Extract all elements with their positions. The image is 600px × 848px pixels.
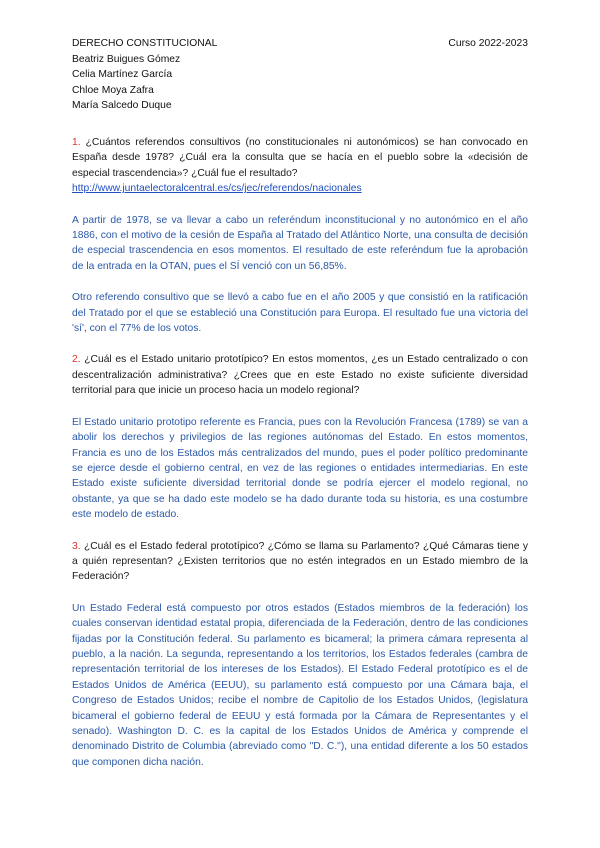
author-name: María Salcedo Duque: [72, 100, 172, 112]
document-body: [72, 135, 528, 786]
question-2: [72, 352, 528, 398]
author-name: Beatriz Buigues Gómez: [72, 53, 181, 65]
question-text: ¿Cuántos referendos consultivos (no constitucionales ni autonómicos) se han convocado en España desde 1978? ¿Cuál era la consulta que se hacía en el pueblo sobre la «decisión de especial trascendencia»? ¿Cuál fue el resultado?: [72, 137, 528, 179]
question-3: [72, 539, 528, 585]
answer-paragraph: Un Estado Federal está compuesto por otros estados (Estados miembros de la federación) los cuales conservan identidad estatal propia, diferenciada de la Federación, dentro de las condiciones fijadas por la Constitución federal. Su parlamento es bicameral; la primera cámara representa al pueblo, a la nación. La segunda, representando a los territorios, los Estados federales (cambra de representación territorial de los intereses de los Estados). El Estado Federal prototípico es el de Estados Unidos de América (EEUU), su parlamento está compuesto por una Cámara baja, el Congreso de Estados Unidos; recibe el nombre de Capitolio de los Estados Unidos, (legislatura bicameral el gobierno federal de EEUU y está formada por la Cámara de Representantes y el senado). Washington D. C. es la capital de los Estados Unidos de América y comprende el denominado Distrito de Columbia (abreviado como "D. C."), una entidad diferente a los 50 estados que componen dicha nación.: [72, 602, 528, 768]
subject-title: DERECHO CONSTITUCIONAL: [72, 38, 218, 49]
header-top-row: [72, 36, 528, 52]
question-number: 3.: [72, 540, 81, 552]
question-number: 1.: [72, 137, 81, 148]
question-1: [72, 135, 528, 197]
author-name: Celia Martínez García: [72, 69, 173, 81]
document-header: [72, 36, 528, 114]
course-label: Curso 2022-2023: [448, 38, 528, 49]
answer-paragraph: Otro referendo consultivo que se llevó a cabo fue en el año 2005 y que consistió en la ratificación del Tratado por el que se estableció una Constitución para Europa. El resultado fue una victoria del 'sí', con el 77% de los votos.: [72, 292, 528, 335]
referendos-link[interactable]: http://www.juntaelectoralcentral.es/cs/jec/referendos/nacionales: [72, 183, 362, 195]
question-text: ¿Cuál es el Estado unitario prototípico? En estos momentos, ¿es un Estado centralizado o con descentralización administrativa? ¿Crees que en este Estado no existe suficiente diversidad territorial para que inicie un proceso hacia un modelo regional?: [72, 354, 528, 397]
author-name: Chloe Moya Zafra: [72, 84, 154, 96]
question-text: ¿Cuál es el Estado federal prototípico? ¿Cómo se llama su Parlamento? ¿Qué Cámaras tiene y a quién representan? ¿Existen territorios que no estén integrados en un Estado miembro de la Federación?: [72, 540, 528, 583]
answer-paragraph: A partir de 1978, se va llevar a cabo un referéndum inconstitucional y no autonómico en el año 1886, con el motivo de la cesión de España al Tratado del Atlántico Norte, una consulta de decisión de especial trascendencia en esos momentos. El resultado de este referéndum fue la aprobación de la entrada en la OTAN, pues el SÍ venció con un 56,85%.: [72, 214, 528, 272]
question-number: 2.: [72, 354, 81, 366]
answer-paragraph: El Estado unitario prototipo referente es Francia, pues con la Revolución Francesa (1789) se van a abolir los derechos y privilegios de las regiones autónomas del Estado. En estos momentos, Francia es uno de los Estados más centralizados del mundo, pues el poder político predominante se ejerce desde el gobierno central, en vez de las regiones o entidades intermediarias. En este Estado existe suficiente diversidad territorial donde se podría ejercer el modelo regional, no obstante, ya que se ha dado este modelo se ha dado durante toda su historia, es una costumbre este modelo de estado.: [72, 416, 528, 521]
